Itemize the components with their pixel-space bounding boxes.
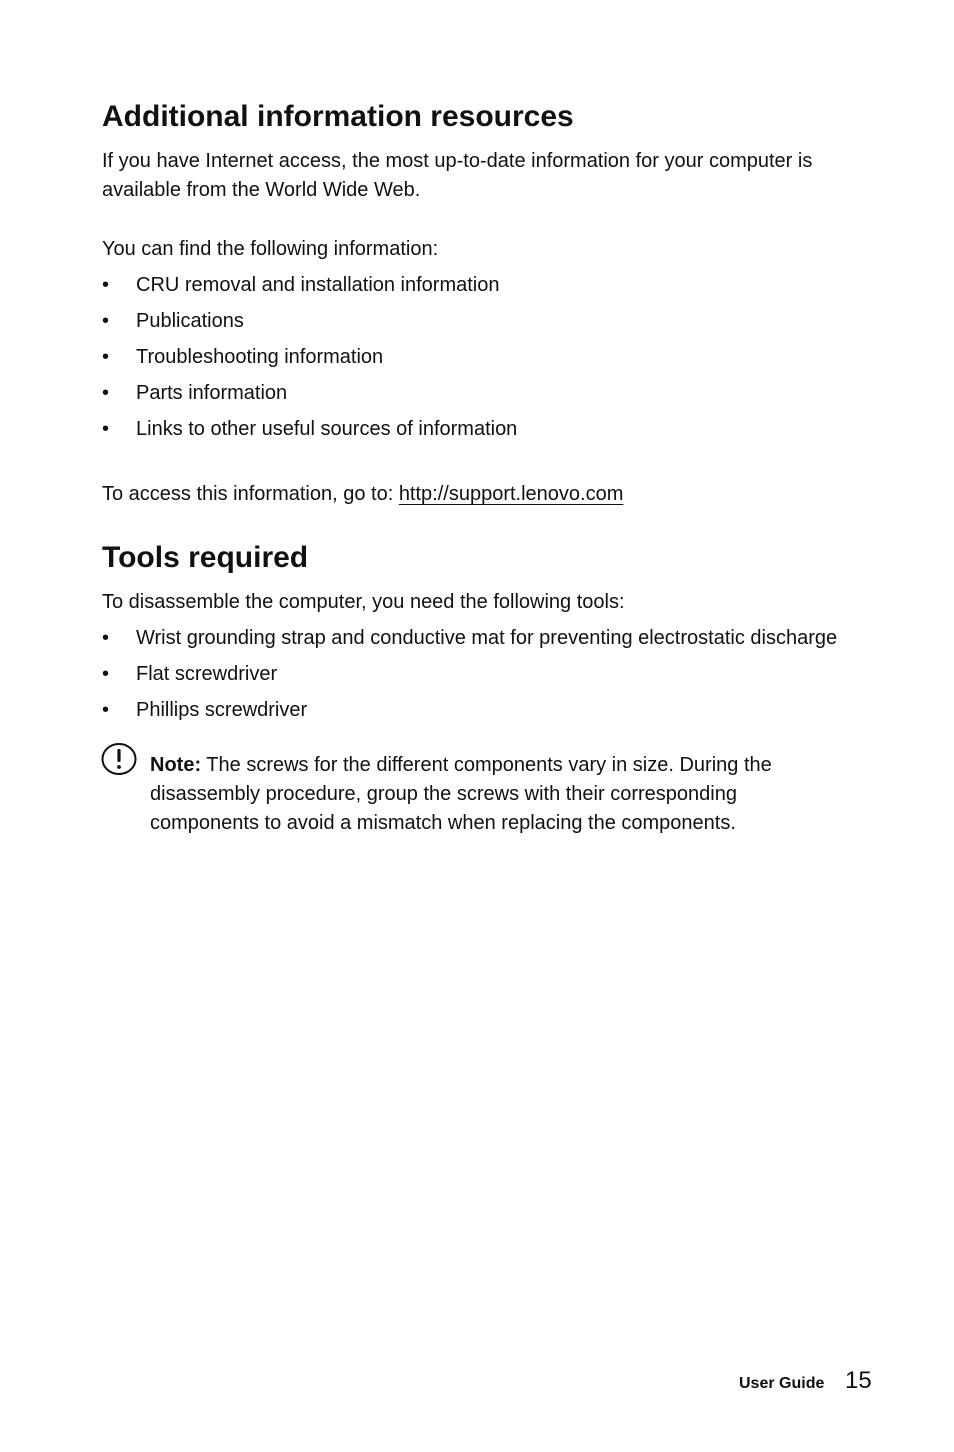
find-info-label: You can find the following information: (102, 238, 439, 260)
bullet-icon: • (102, 418, 110, 440)
page-number: 15 (845, 1367, 872, 1394)
attention-icon (101, 742, 137, 776)
bullet-icon: • (102, 310, 110, 332)
list-item-text: Flat screwdriver (136, 663, 278, 685)
access-info-line (102, 480, 623, 509)
access-info-text: To access this information, go to: (102, 483, 399, 505)
bullet-icon: • (102, 274, 110, 296)
section-title-tools-required: Tools required (102, 541, 309, 574)
list-item-text: Wrist grounding strap and conductive mat for preventing electrostatic discharge (136, 627, 838, 649)
footer-guide-label: User Guide (739, 1375, 825, 1392)
note-label: Note: (150, 754, 202, 776)
list-item-text: Troubleshooting information (136, 346, 384, 368)
list-item-text: Links to other useful sources of information (136, 418, 518, 440)
list-item-text: Phillips screwdriver (136, 699, 308, 721)
bullet-icon: • (102, 346, 110, 368)
list-item-text: Publications (136, 310, 244, 332)
section-title-additional-info: Additional information resources (102, 100, 574, 133)
list-item-text: CRU removal and installation information (136, 274, 500, 296)
bullet-icon: • (102, 627, 110, 649)
note-text-block (150, 751, 850, 838)
bullet-icon: • (102, 663, 110, 685)
bullet-icon: • (102, 382, 110, 404)
tools-intro: To disassemble the computer, you need the following tools: (102, 591, 625, 613)
intro-paragraph-line-2: available from the World Wide Web. (102, 179, 421, 201)
bullet-icon: • (102, 699, 110, 721)
support-link[interactable]: http://support.lenovo.com (398, 483, 624, 505)
note-text: The screws for the different components vary in size. During the disassembly procedure, group the screws with their corresponding components to avoid a mismatch when replacing the components. (150, 754, 772, 834)
intro-paragraph-line-1: If you have Internet access, the most up-to-date information for your computer is (102, 150, 813, 172)
list-item-text: Parts information (136, 382, 288, 404)
